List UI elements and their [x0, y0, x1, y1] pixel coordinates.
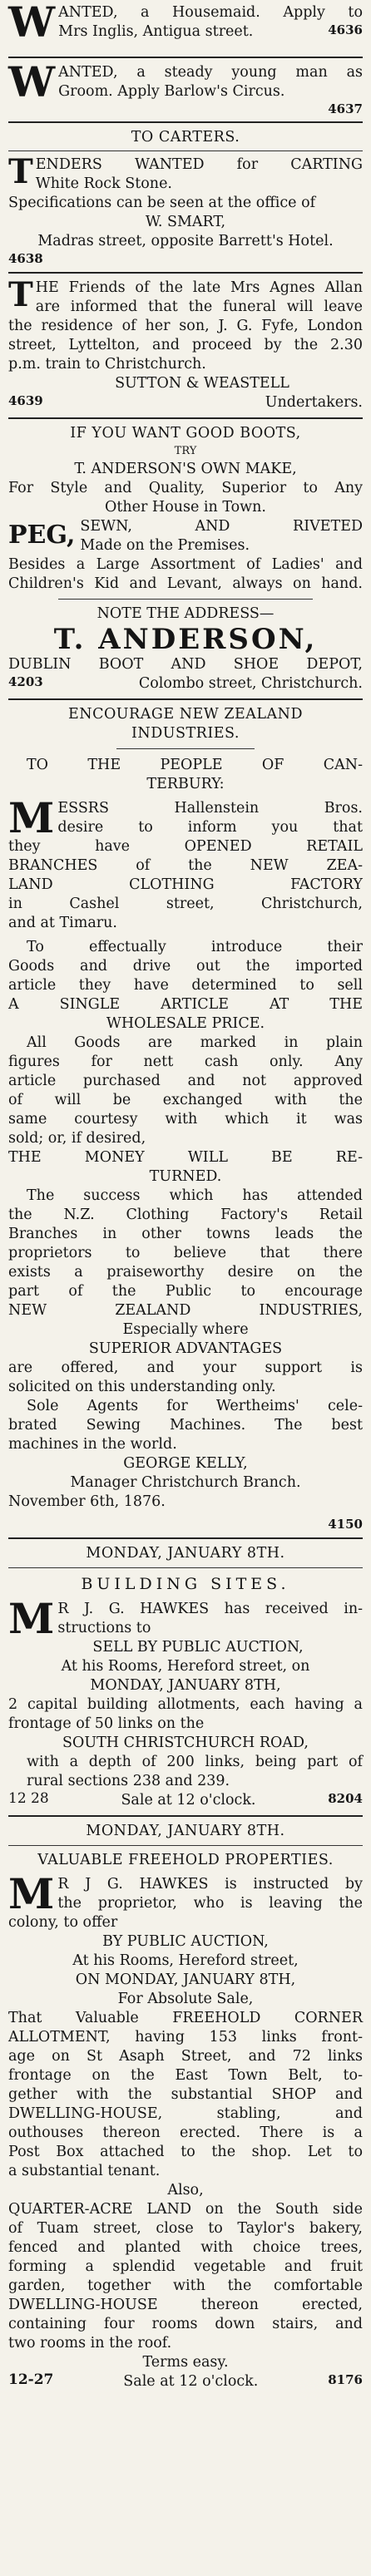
ad-line: sold; or, if desired,	[8, 1130, 146, 1147]
ad-line: proprietors to believe that there	[8, 1245, 363, 1261]
ad-line: White Rock Stone.	[35, 175, 172, 192]
ad-line: WHOLESALE PRICE.	[106, 1015, 265, 1032]
divider	[8, 417, 363, 419]
ad-line: they have OPENED RETAIL	[8, 838, 363, 855]
ad-text: Colombo street, Christchurch.	[138, 675, 363, 692]
ad-line: with a depth of 200 links, being part of	[27, 1754, 363, 1770]
ad-line: NEW ZEALAND INDUSTRIES,	[8, 1302, 363, 1319]
ad-line: DWELLING-HOUSE thereon erected,	[8, 2297, 363, 2313]
ad-line: structions to	[57, 1620, 151, 1636]
ad-line: two rooms in the roof.	[8, 2335, 172, 2351]
ad-line: gether with the substantial SHOP and	[8, 2086, 363, 2103]
ad-line: Terms easy.	[142, 2354, 229, 2371]
ad-line: of Tuam street, close to Taylor's bakery,	[8, 2220, 363, 2237]
ad-line: Goods and drive out the imported	[8, 958, 363, 975]
ad-text: Mrs Inglis, Antigua street.	[58, 23, 254, 40]
drop-cap: M	[8, 1869, 55, 1918]
divider	[8, 1815, 363, 1817]
ad-line: Groom. Apply Barlow's Circus.	[58, 83, 285, 100]
ad-number: 4203	[8, 674, 43, 689]
ad-line: ON MONDAY, JANUARY 8TH,	[75, 1971, 296, 1988]
ad-line: That Valuable FREEHOLD CORNER	[8, 2010, 363, 2026]
ad-line: solicited on this understanding only.	[8, 1379, 276, 1395]
divider	[8, 57, 363, 58]
ad-line: Madras street, opposite Barrett's Hotel.	[37, 233, 334, 249]
ad-heading: ENCOURAGE NEW ZEALAND	[67, 706, 303, 723]
divider	[8, 121, 363, 123]
ad-number: 4638	[8, 251, 43, 266]
ad-line: garden, together with the comfortable	[8, 2277, 363, 2294]
ad-line: ALLOTMENT, having 153 links front-	[8, 2029, 363, 2046]
ad-line: NOTE THE ADDRESS—	[96, 605, 275, 622]
ad-line: SOUTH CHRISTCHURCH ROAD,	[62, 1735, 309, 1751]
ad-line: Made on the Premises.	[80, 537, 250, 554]
drop-cap: W	[8, 57, 56, 106]
ad-number: 4639	[8, 393, 43, 408]
ad-freehold-properties	[8, 1822, 363, 2391]
ad-line: SEWN, AND RIVETED	[80, 518, 363, 535]
ad-line: TRY	[174, 445, 197, 457]
ad-line: Post Box attached to the shop. Let to	[8, 2144, 363, 2160]
divider	[8, 698, 363, 700]
ad-line: QUARTER-ACRE LAND on the South side	[8, 2201, 363, 2218]
ad-ref: 12-27	[8, 2371, 54, 2388]
ad-line: Manager Christchurch Branch.	[70, 1474, 301, 1491]
ad-name: T. ANDERSON,	[53, 623, 318, 656]
ad-line: forming a splendid vegetable and fruit	[8, 2258, 363, 2275]
ad-line: TERBURY:	[146, 776, 225, 792]
ad-line: Branches in other towns leads the	[8, 1226, 363, 1242]
ad-line: A SINGLE ARTICLE AT THE	[8, 996, 363, 1013]
ad-line: BRANCHES of the NEW ZEA-	[8, 857, 363, 874]
drop-cap: PEG,	[8, 521, 76, 550]
ad-line: SELL BY PUBLIC AUCTION,	[92, 1639, 304, 1656]
ad-line: ANTED, a steady young man as	[58, 64, 363, 81]
ad-heading: VALUABLE FREEHOLD PROPERTIES.	[37, 1852, 334, 1868]
ad-line: in Cashel street, Christchurch,	[8, 896, 363, 912]
ad-line: The success which has attended	[27, 1187, 363, 1204]
ad-signer: GEORGE KELLY,	[123, 1455, 248, 1472]
ad-heading: IF YOU WANT GOOD BOOTS,	[70, 425, 301, 442]
ad-line: colony, to offer	[8, 1914, 118, 1931]
ad-line: 2 capital building allotments, each having a	[8, 1696, 363, 1713]
ad-line: street, Lyttelton, and proceed by the 2.30	[8, 337, 363, 353]
ad-number: 8176	[328, 2372, 363, 2387]
ad-line	[8, 2372, 363, 2391]
ad-line: R J G. HAWKES is instructed by	[57, 1876, 363, 1893]
ad-line	[8, 393, 363, 412]
divider	[8, 272, 363, 274]
ad-line: Also,	[167, 2182, 204, 2198]
ad-line: article they have determined to sell	[8, 977, 363, 994]
divider	[116, 748, 255, 749]
ad-line: Specifications can be seen at the office of	[8, 195, 316, 211]
ad-heading: TO CARTERS.	[131, 129, 240, 146]
ad-line: brated Sewing Machines. The best	[8, 1417, 363, 1434]
ad-line: of will be exchanged with the	[8, 1092, 363, 1108]
ad-line: fenced and planted with choice trees,	[8, 2239, 363, 2256]
ad-hallenstein	[8, 705, 363, 1532]
ad-line: T. ANDERSON'S OWN MAKE,	[74, 461, 297, 477]
ad-carters	[8, 128, 363, 267]
ad-line: DUBLIN BOOT AND SHOE DEPOT,	[8, 656, 363, 673]
ad-heading: BUILDING SITES.	[81, 1575, 290, 1593]
ad-heading: INDUSTRIES.	[131, 725, 240, 742]
peg-block	[8, 517, 363, 555]
drop-cap: T	[8, 275, 33, 314]
drop-cap: T	[8, 152, 33, 191]
ad-line: age on St Asaph Street, and 72 links	[8, 2048, 363, 2065]
ad-line	[58, 22, 363, 42]
ad-line: figures for nett cash only. Any	[8, 1054, 363, 1070]
divider	[8, 1845, 363, 1846]
ad-funeral-notice	[8, 275, 363, 412]
ad-line: HE Friends of the late Mrs Agnes Allan	[35, 279, 363, 296]
ad-line: machines in the world.	[8, 1436, 177, 1453]
ad-line: frontage on the East Town Belt, to-	[8, 2067, 363, 2084]
ad-line: a substantial tenant.	[8, 2163, 161, 2179]
ad-number: 4637	[328, 101, 363, 116]
ad-housemaid	[8, 0, 363, 52]
ad-line: BY PUBLIC AUCTION,	[102, 1933, 269, 1950]
ad-date: November 6th, 1876.	[8, 1493, 166, 1510]
ad-line: part of the Public to encourage	[8, 1283, 363, 1300]
ad-ref: 12 28	[8, 1790, 49, 1807]
drop-cap: W	[8, 0, 56, 47]
ad-line: desire to inform you that	[57, 819, 363, 836]
ad-line: TURNED.	[149, 1168, 222, 1185]
ad-text: Undertakers.	[265, 394, 363, 411]
ad-line: containing four rooms down stairs, and	[8, 2316, 363, 2332]
ad-line: SUPERIOR ADVANTAGES	[88, 1340, 283, 1357]
ad-line: Especially where	[122, 1321, 249, 1338]
ad-line: frontage of 50 links on the	[8, 1715, 205, 1732]
ad-line: p.m. train to Christchurch.	[8, 356, 206, 373]
ad-line: ENDERS WANTED for CARTING	[35, 156, 363, 173]
ad-line: All Goods are marked in plain	[27, 1034, 363, 1051]
ad-line: LAND CLOTHING FACTORY	[8, 876, 363, 893]
ad-date-heading: MONDAY, JANUARY 8TH.	[86, 1823, 285, 1839]
ad-number: 4150	[328, 1517, 363, 1532]
ad-date-heading: MONDAY, JANUARY 8TH.	[86, 1545, 285, 1562]
ad-line: and at Timaru.	[8, 915, 117, 931]
ad-line: DWELLING-HOUSE, stabling, and	[8, 2105, 363, 2122]
ad-text: Sale at 12 o'clock.	[123, 2373, 259, 2390]
ad-line: At his Rooms, Hereford street, on	[61, 1658, 310, 1675]
ad-line	[8, 1791, 363, 1810]
ad-line: Besides a Large Assortment of Ladies' and	[8, 556, 363, 573]
ad-groom	[8, 57, 363, 116]
ad-line: W. SMART,	[145, 214, 226, 230]
ad-line: At his Rooms, Hereford street,	[72, 1952, 299, 1969]
divider	[8, 1567, 363, 1568]
ad-line: are informed that the funeral will leave	[35, 299, 363, 315]
ad-line: For Absolute Sale,	[117, 1991, 254, 2007]
ad-signer: SUTTON & WEASTELL	[115, 375, 289, 392]
ad-line: Other House in Town.	[105, 499, 266, 516]
ad-line: the proprietor, who is leaving the	[57, 1895, 363, 1912]
ad-text: Sale at 12 o'clock.	[121, 1792, 256, 1809]
ad-line: R J. G. HAWKES has received in-	[57, 1601, 363, 1617]
drop-cap: M	[8, 793, 55, 842]
ad-number: 4636	[328, 22, 363, 37]
ad-line: are offered, and your support is	[8, 1360, 363, 1376]
ad-line: Sole Agents for Wertheims' cele-	[27, 1398, 363, 1414]
ad-line: article purchased and not approved	[8, 1073, 363, 1089]
ad-line: THE MONEY WILL BE RE-	[8, 1149, 363, 1166]
divider	[8, 1537, 363, 1539]
ad-line: exists a praiseworthy desire on the	[8, 1264, 363, 1281]
ad-line: TO THE PEOPLE OF CAN-	[27, 757, 363, 773]
ad-line: rural sections 238 and 239.	[27, 1773, 230, 1789]
ad-line: the residence of her son, J. G. Fyfe, London	[8, 318, 363, 334]
ad-line: Children's Kid and Levant, always on hand.	[8, 575, 363, 592]
ad-line: same courtesy with which it was	[8, 1111, 363, 1128]
ad-line: ESSRS Hallenstein Bros.	[57, 800, 363, 817]
divider	[58, 599, 313, 600]
ad-line: MONDAY, JANUARY 8TH,	[90, 1677, 281, 1694]
ad-number: 8204	[328, 1791, 363, 1806]
ad-line: To effectually introduce their	[27, 939, 363, 955]
ad-line: outhouses thereon erected. There is a	[8, 2124, 363, 2141]
ad-line: ANTED, a Housemaid. Apply to	[58, 4, 363, 21]
ad-line	[8, 674, 363, 693]
ad-boots	[8, 424, 363, 693]
ad-building-sites	[8, 1544, 363, 1810]
ad-line: the N.Z. Clothing Factory's Retail	[8, 1207, 363, 1223]
ad-line: For Style and Quality, Superior to Any	[8, 480, 363, 496]
drop-cap: M	[8, 1594, 55, 1643]
